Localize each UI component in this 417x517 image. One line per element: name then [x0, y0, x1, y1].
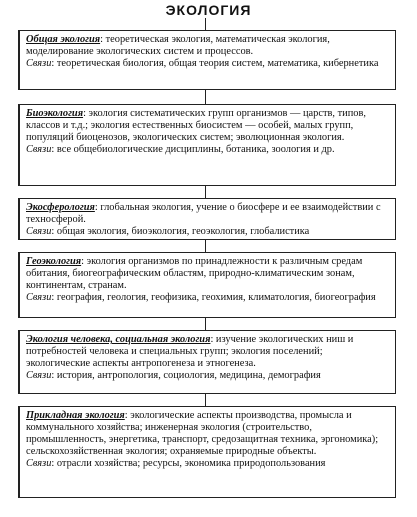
- section-links: : география, геология, геофизика, геохимия, климатология, биогеография: [51, 292, 376, 304]
- links-label: Связи: [26, 370, 52, 382]
- section-desc: : экологические аспекты производства, промысла и коммунального хозяйства; инженерная экология (строительство, промышленность, энергетика, транспорт, средозащитная техника, эргономика); сельскохозяйственная экология; охраняемые природные объекты.: [26, 410, 379, 458]
- section-name: Геоэкология: [26, 256, 82, 267]
- connector: [205, 186, 206, 198]
- section-name: Экосферология: [26, 202, 95, 213]
- connector: [205, 18, 206, 30]
- section-links: : теоретическая биология, общая теория систем, математика, кибернетика: [51, 58, 379, 70]
- connector: [205, 318, 206, 330]
- links-label: Связи: [26, 458, 52, 470]
- section-links: : общая экология, биоэкология, геоэкология, глобалистика: [51, 226, 310, 238]
- section-geoecology: [18, 252, 396, 318]
- section-ecospherology: [18, 198, 396, 240]
- links-label: Связи: [26, 58, 52, 70]
- diagram-title: ЭКОЛОГИЯ: [165, 2, 252, 18]
- section-desc: : экология систематических групп организмов — царств, типов, классов и т.д.; экология естественных биосистем — особей, малых групп, популяций биоценозов, экологических систем; эволюционная экология.: [26, 108, 366, 144]
- section-name: Прикладная экология: [26, 410, 125, 421]
- section-applied-ecology: [18, 406, 396, 498]
- section-name: Общая экология: [26, 34, 101, 45]
- section-name: Экология человека, социальная экология: [26, 334, 211, 345]
- connector: [205, 240, 206, 252]
- section-desc: : глобальная экология, учение о биосфере и ее взаимодействии с техносферой.: [26, 202, 381, 226]
- section-name: Биоэкология: [26, 108, 84, 119]
- section-desc: : изучение экологических ниш и потребностей человека и специальных групп; экология поселений; экологические аспекты антропогенеза и этногенеза.: [26, 334, 354, 370]
- section-desc: : теоретическая экология, математическая экология, моделирование экологических систем и процессов.: [26, 34, 330, 58]
- section-bioecology: [18, 104, 396, 186]
- section-links: : отрасли хозяйства; ресурсы, экономика природопользования: [51, 458, 326, 470]
- links-label: Связи: [26, 144, 52, 156]
- section-links: : история, антропология, социология, медицина, демография: [51, 370, 321, 382]
- section-general-ecology: [18, 30, 396, 90]
- section-human-ecology: [18, 330, 396, 394]
- links-label: Связи: [26, 292, 52, 304]
- connector: [205, 394, 206, 406]
- section-desc: : экология организмов по принадлежности к различным средам обитания, биогеографическим областям, природно-климатическим зонам, континентам, странам.: [26, 256, 363, 292]
- section-links: : все общебиологические дисциплины, ботаника, зоология и др.: [51, 144, 335, 156]
- connector: [205, 90, 206, 104]
- links-label: Связи: [26, 226, 52, 238]
